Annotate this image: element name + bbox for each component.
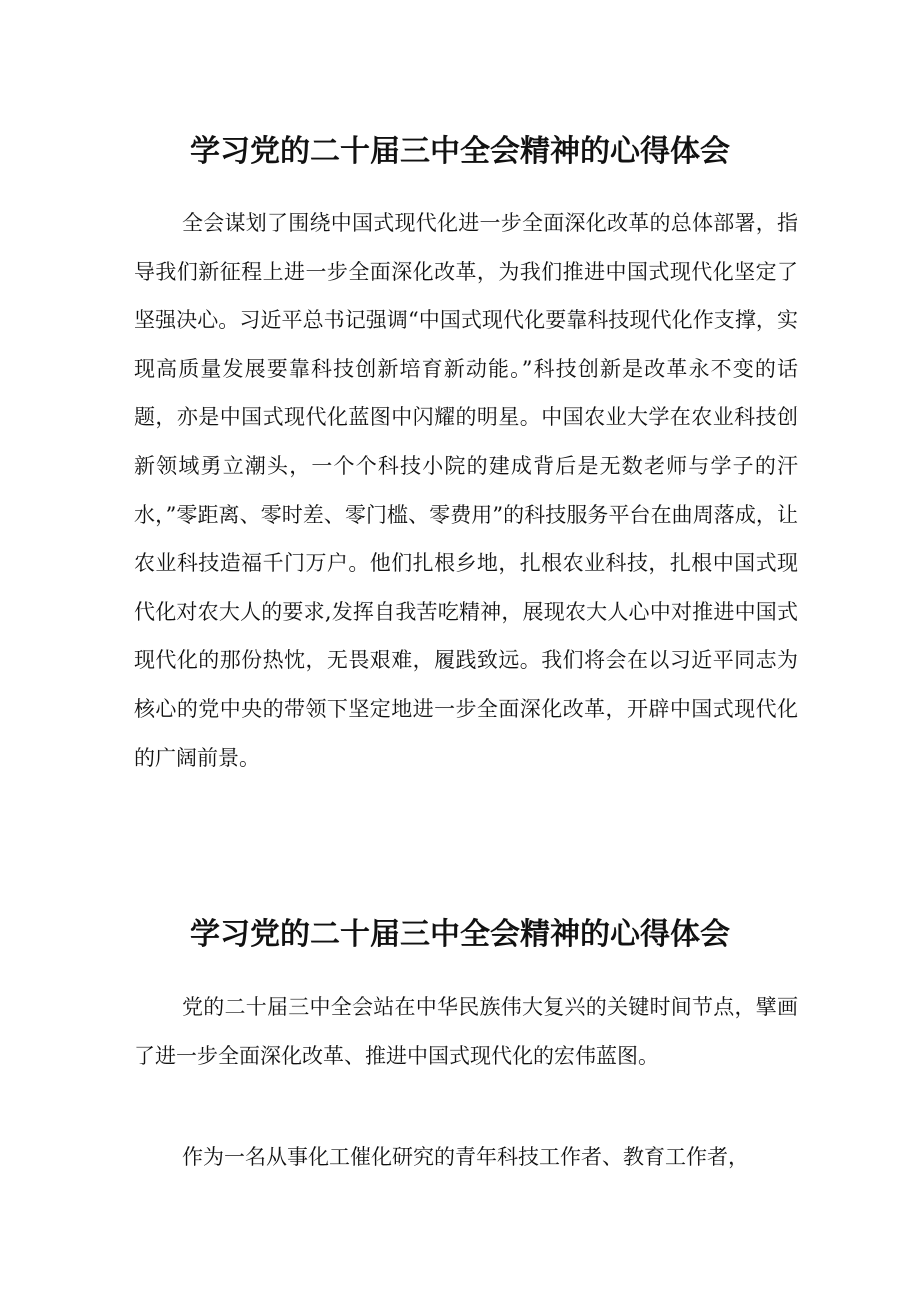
section-1-paragraph-1: 全会谋划了围绕中国式现代化进一步全面深化改革的总体部署，指导我们新征程上进一步全面深化改革，为我们推进中国式现代化坚定了坚强决心。习近平总书记强调“中国式现代化要靠科技现代化作支撑，实现高质量发展要靠科技创新培育新动能。”科技创新是改革永不变的话题，亦是中国式现代化蓝图中闪耀的明星。中国农业大学在农业科技创新领域勇立潮头，一个个科技小院的建成背后是无数老师与学子的汗水，”零距离、零时差、零门槛、零费用”的科技服务平台在曲周落成，让农业科技造福千门万户。他们扎根乡地，扎根农业科技，扎根中国式现代化对农大人的要求,发挥自我苦吃精神，展现农大人心中对推进中国式现代化的那份热忱，无畏艰难，履践致远。我们将会在以习近平同志为核心的党中央的带领下坚定地进一步全面深化改革，开辟中国式现代化的广阔前景。 [134,211,798,770]
section-1-title: 学习党的二十届三中全会精神的心得体会 [190,134,730,170]
section-2-paragraph-2: 作为一名从事化工催化研究的青年科技工作者、教育工作者， [182,1145,749,1169]
section-2-title: 学习党的二十届三中全会精神的心得体会 [190,917,730,953]
section-2-paragraph-1: 党的二十届三中全会站在中华民族伟大复兴的关键时间节点，擘画了进一步全面深化改革、推进中国式现代化的宏伟蓝图。 [134,995,798,1068]
